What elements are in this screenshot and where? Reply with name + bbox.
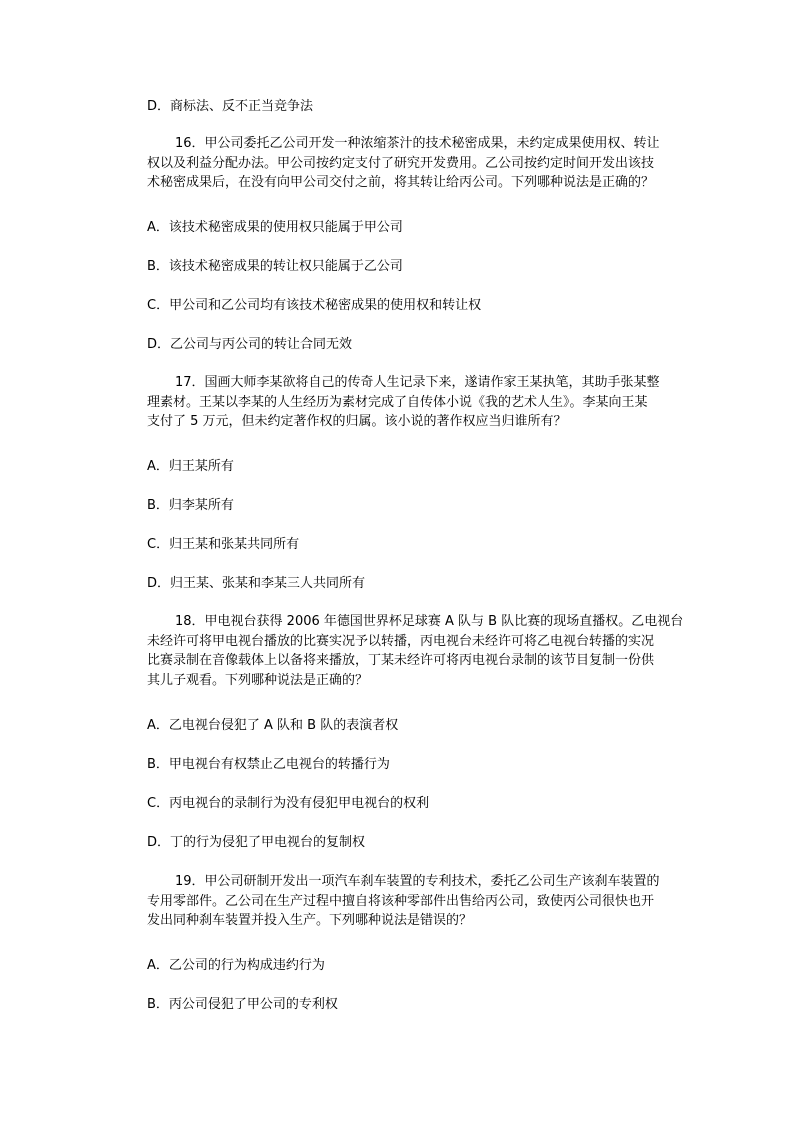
- option-16-c: C．甲公司和乙公司均有该技术秘密成果的使用权和转让权: [147, 298, 482, 313]
- question-17-line-2: 理素材。王某以李某的人生经历为素材完成了自传体小说《我的艺术人生》。李某向王某: [147, 394, 648, 410]
- option-19-b: B．丙公司侵犯了甲公司的专利权: [147, 997, 338, 1012]
- option-15-d: D．商标法、反不正当竞争法: [147, 99, 314, 114]
- question-19-line-3: 发出同种刹车装置并投入生产。下列哪种说法是错误的？: [147, 913, 473, 928]
- option-16-a: A．该技术秘密成果的使用权只能属于甲公司: [147, 220, 403, 235]
- question-16-line-2: 权以及利益分配办法。甲公司按约定支付了研究开发费用。乙公司按约定时间开发出该技: [147, 155, 655, 171]
- option-17-a: A．归王某所有: [147, 459, 234, 474]
- option-18-c: C．丙电视台的录制行为没有侵犯甲电视台的权利: [147, 796, 430, 811]
- question-18: [147, 612, 684, 690]
- question-19: [147, 872, 667, 931]
- option-17-d: D．归王某、张某和李某三人共同所有: [147, 576, 366, 591]
- question-18-line-2: 未经许可将甲电视台播放的比赛实况予以转播，丙电视台未经许可将乙电视台转播的实况: [147, 633, 655, 649]
- question-16-line-3: 术秘密成果后，在没有向甲公司交付之前，将其转让给丙公司。下列哪种说法是正确的？: [147, 175, 655, 190]
- question-19-line-1: 19．甲公司研制开发出一项汽车刹车装置的专利技术，委托乙公司生产该刹车装置的: [175, 874, 660, 889]
- question-18-line-4: 其儿子观看。下列哪种说法是正确的？: [147, 672, 369, 688]
- option-18-a: A．乙电视台侵犯了 A 队和 B 队的表演者权: [147, 718, 399, 733]
- option-17-b: B．归李某所有: [147, 498, 234, 513]
- question-18-line-1: 18．甲电视台获得 2006 年德国世界杯足球赛 A 队与 B 队比赛的现场直播权。乙电视台: [175, 614, 684, 629]
- question-17-line-1: 17．国画大师李某欲将自己的传奇人生记录下来，遂请作家王某执笔，其助手张某整: [175, 375, 660, 390]
- option-16-d: D．乙公司与丙公司的转让合同无效: [147, 337, 353, 352]
- option-17-c: C．归王某和张某共同所有: [147, 537, 300, 552]
- question-18-line-3: 比赛录制在音像载体上以备将来播放，丁某未经许可将丙电视台录制的该节目复制一份供: [147, 653, 655, 668]
- question-16-line-1: 16．甲公司委托乙公司开发一种浓缩茶汁的技术秘密成果，未约定成果使用权、转让: [175, 136, 660, 151]
- option-18-b: B．甲电视台有权禁止乙电视台的转播行为: [147, 757, 390, 772]
- option-16-b: B．该技术秘密成果的转让权只能属于乙公司: [147, 259, 403, 274]
- question-16: [147, 134, 667, 193]
- option-19-a: A．乙公司的行为构成违约行为: [147, 958, 325, 973]
- option-18-d: D．丁的行为侵犯了甲电视台的复制权: [147, 835, 366, 850]
- question-19-line-2: 专用零部件。乙公司在生产过程中擅自将该种零部件出售给丙公司，致使丙公司很快也开: [147, 893, 655, 909]
- question-17: [147, 373, 667, 432]
- question-17-line-3: 支付了 5 万元，但未约定著作权的归属。该小说的著作权应当归谁所有？: [147, 414, 567, 429]
